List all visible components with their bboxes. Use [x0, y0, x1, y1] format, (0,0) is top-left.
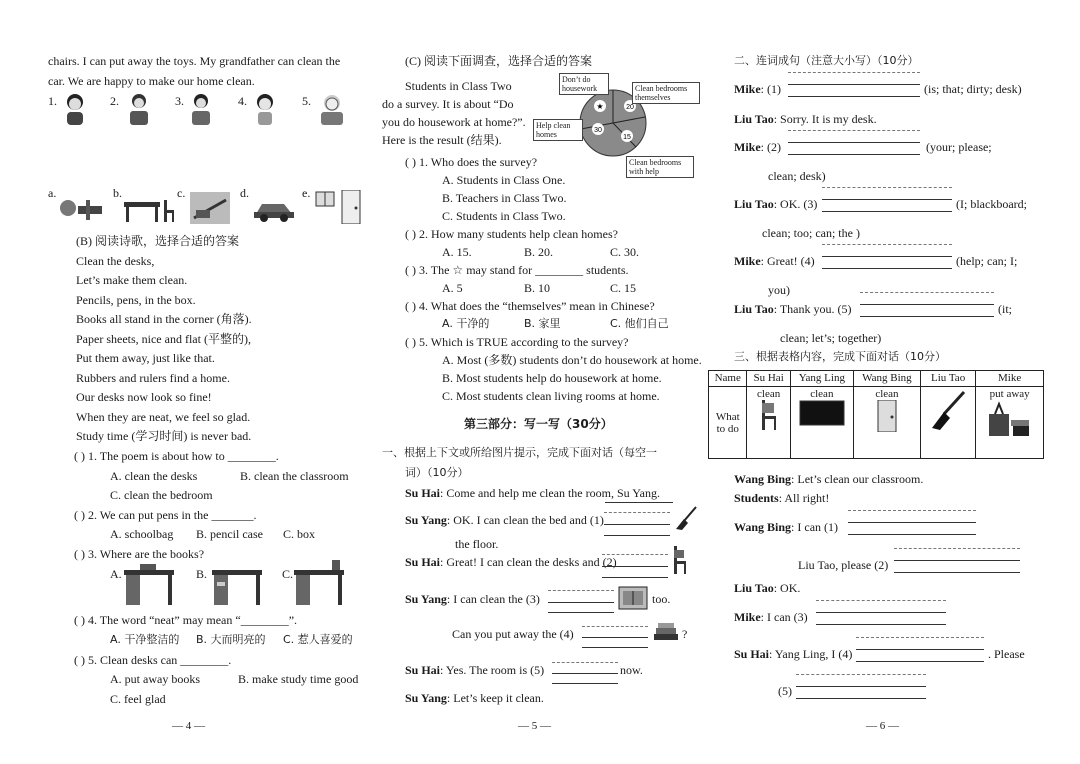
q4-option-a: A. 干净整洁的 — [110, 633, 180, 646]
c-q4-option-b: B. 家里 — [524, 317, 561, 330]
dialog-blank-5b[interactable] — [796, 686, 926, 687]
word-hint-1: (is; that; dirty; desk) — [924, 82, 1022, 96]
word-hint-2: (your; please; — [926, 140, 992, 154]
desk-books-inside-icon — [210, 562, 264, 606]
boy-2-icon — [188, 92, 214, 126]
question-3: ( ) 3. Where are the books? — [74, 547, 205, 561]
word-hint-3-cont: clean; too; can; the ) — [762, 226, 860, 240]
c-q4-option-c: C. 他们自己 — [610, 317, 669, 330]
sentence-blank-3b[interactable] — [822, 199, 952, 200]
dialog-blank-2a[interactable] — [894, 548, 1020, 549]
now-word: now. — [620, 663, 643, 677]
dialog-line: : Great! I can clean the desks and (2) — [440, 555, 617, 569]
answer-blank-2c[interactable] — [602, 577, 668, 578]
dialog-blank-5c[interactable] — [796, 698, 926, 699]
dialog-blank-4c[interactable] — [856, 661, 984, 662]
survey-line-4: Here is the result (结果). — [382, 133, 502, 147]
c-q3-option-a: A. 5 — [442, 281, 463, 295]
c-q1-option-a: A. Students in Class One. — [442, 173, 566, 187]
woman-icon — [252, 92, 278, 126]
speaker: Su Hai — [405, 663, 441, 677]
c-question-4: ( ) 4. What does the “themselves” mean in Chinese? — [405, 299, 655, 313]
c-question-3: ( ) 3. The ☆ may stand for ________ students. — [405, 263, 629, 277]
pie-value-15: 15 — [623, 134, 631, 141]
sentence-blank-3a[interactable] — [822, 187, 952, 188]
door-icon — [876, 400, 898, 432]
table-head-cell: Su Hai — [747, 371, 790, 387]
answer-blank-4c[interactable] — [582, 647, 648, 648]
page-4 — [0, 0, 372, 764]
speaker: Su Hai — [405, 555, 441, 569]
q5-option-b: B. make study time good — [238, 672, 359, 686]
dialog-line: : Let’s keep it clean. — [446, 691, 544, 705]
object-letter-a: a. — [48, 186, 57, 200]
answer-blank-1c[interactable] — [604, 535, 670, 536]
c-q5-option-c: C. Most students clean living rooms at home. — [442, 389, 660, 403]
answer-blank-1[interactable] — [604, 512, 670, 513]
word-hint-2-cont: clean; desk) — [768, 169, 826, 183]
sentence-blank-2a[interactable] — [788, 130, 920, 131]
speaker: Su Hai — [405, 486, 441, 500]
desk-books-on-top-icon — [122, 562, 176, 606]
dialog-line: : I can (1) — [791, 520, 839, 534]
q4-option-b: B. 大而明亮的 — [196, 633, 266, 646]
person-num-5: 5. — [302, 94, 311, 108]
dialog-line: : Yang Ling, I (4) — [769, 647, 853, 661]
speaker: Su Hai — [734, 647, 770, 661]
person-num-1: 1. — [48, 94, 57, 108]
speaker: Liu Tao — [734, 112, 774, 126]
object-letter-b: b. — [113, 186, 122, 200]
object-letter-c: c. — [177, 186, 186, 200]
speaker: Liu Tao — [734, 302, 774, 316]
answer-blank-3b[interactable] — [548, 602, 614, 603]
person-num-3: 3. — [175, 94, 184, 108]
answer-blank-2b[interactable] — [602, 566, 668, 567]
pie-label-with-help: Clean bedrooms with help — [626, 156, 694, 178]
chair-icon — [758, 400, 780, 430]
speaker: Students — [734, 491, 779, 505]
word-hint-5: (it; — [998, 302, 1012, 316]
answer-blank-3c[interactable] — [548, 612, 614, 613]
too-word: too. — [652, 592, 671, 606]
please-word: . Please — [988, 647, 1025, 661]
dialog-blank-3c[interactable] — [816, 624, 946, 625]
sentence-blank-4b[interactable] — [822, 256, 952, 257]
item-prefix: : OK. (3) — [773, 197, 818, 211]
page-number: — 6 — — [866, 720, 899, 732]
sentence-blank-1b[interactable] — [788, 84, 920, 85]
row-label: What to do — [709, 387, 747, 459]
c-q3-option-b: B. 10 — [524, 281, 551, 295]
question-1: ( ) 1. The poem is about how to ________. — [74, 449, 279, 463]
sentence-blank-4c[interactable] — [822, 268, 952, 269]
sentence-blank-4a[interactable] — [822, 244, 952, 245]
c-q1-option-b: B. Teachers in Class Two. — [442, 191, 567, 205]
sentence-blank-1c[interactable] — [788, 96, 920, 97]
q1-option-b: B. clean the classroom — [240, 469, 349, 483]
q2-option-b: B. pencil case — [196, 527, 263, 541]
question-5: ( ) 5. Clean desks can ________. — [74, 653, 232, 667]
c-question-5: ( ) 5. Which is TRUE according to the survey? — [405, 335, 629, 349]
sentence-blank-2c[interactable] — [788, 154, 920, 155]
dialog-blank-1c[interactable] — [848, 534, 976, 535]
item-prefix: : Great! (4) — [760, 254, 815, 268]
dialog-blank-4a[interactable] — [856, 637, 984, 638]
dialog-blank-3a[interactable] — [816, 600, 946, 601]
table-head-cell: Yang Ling — [790, 371, 853, 387]
poem-line-8: Our desks now look so fine! — [76, 390, 212, 404]
dialog-blank-1a[interactable] — [848, 510, 976, 511]
pie-value-30: 30 — [594, 127, 602, 134]
c-q2-option-b: B. 20. — [524, 245, 554, 259]
pie-label-themselves: Clean bedrooms themselves — [632, 82, 700, 104]
window-icon — [618, 586, 648, 610]
answer-blank-3[interactable] — [548, 590, 614, 591]
speaker: Liu Tao — [734, 197, 774, 211]
section-c-title: (C) 阅读下面调查，选择合适的答案 — [405, 54, 592, 68]
question-2: ( ) 2. We can put pens in the _______. — [74, 508, 257, 522]
speaker: Liu Tao — [734, 581, 774, 595]
school-things-icon — [985, 400, 1035, 440]
underline — [605, 502, 673, 503]
poem-line-2: Let’s make them clean. — [76, 273, 188, 287]
q5-option-c: C. feel glad — [110, 692, 166, 706]
window-door-icon — [314, 190, 362, 224]
story-line-1: chairs. I can put away the toys. My grandfather can clean the — [48, 54, 341, 68]
table-head-cell: Mike — [976, 371, 1044, 387]
speaker: Mike — [734, 82, 761, 96]
answer-blank-4[interactable] — [582, 626, 648, 627]
q5-option-a: A. put away books — [110, 672, 200, 686]
sentence-blank-5b[interactable] — [860, 304, 994, 305]
object-letter-e: e. — [302, 186, 311, 200]
word-hint-3: (I; blackboard; — [956, 197, 1027, 211]
dialog-line: : Sorry. It is my desk. — [773, 112, 877, 126]
table-head-cell: Wang Bing — [853, 371, 920, 387]
toys-icon — [56, 196, 106, 224]
story-line-2: car. We are happy to make our home clean. — [48, 74, 255, 88]
page-number: — 5 — — [518, 720, 551, 732]
part-3-title: 第三部分：写一写（30分） — [464, 417, 613, 431]
q3-option-c: C. — [282, 567, 294, 581]
dialog-line: : I can (3) — [760, 610, 808, 624]
pie-label-dont: Don’t do housework — [559, 73, 609, 95]
speaker: Mike — [734, 140, 761, 154]
poem-line-10: Study time (学习时间) is never bad. — [76, 429, 252, 443]
dialog-line: : Yes. The room is (5) — [440, 663, 545, 677]
table-head-cell: Name — [709, 371, 747, 387]
broom-icon — [928, 388, 968, 432]
page-number: — 4 — — [172, 720, 205, 732]
pie-label-help-clean: Help clean homes — [533, 119, 583, 141]
q3-option-b: B. — [196, 567, 208, 581]
poem-line-9: When they are neat, we feel so glad. — [76, 410, 251, 424]
q2-option-a: A. schoolbag — [110, 527, 174, 541]
task-cell-su-hai: clean — [747, 387, 790, 459]
bedroom-mess-icon — [190, 192, 230, 224]
chair-icon — [672, 546, 688, 574]
c-q2-option-c: C. 30. — [610, 245, 640, 259]
section-1-title-a: 一、根据上下文或所给图片提示，完成下面对话（每空一 — [382, 446, 657, 459]
c-q3-option-c: C. 15 — [610, 281, 637, 295]
word-hint-5-cont: clean; let’s; together) — [780, 331, 882, 345]
section-b-title: (B) 阅读诗歌，选择合适的答案 — [76, 234, 239, 248]
answer-blank-1b[interactable] — [604, 524, 670, 525]
books-icon — [652, 622, 680, 644]
poem-line-6: Put them away, just like that. — [76, 351, 215, 365]
task-table — [708, 370, 1044, 459]
sentence-blank-3c[interactable] — [822, 211, 952, 212]
section-1-title-b: 词）（10分） — [405, 466, 469, 479]
q3-option-a: A. — [110, 567, 122, 581]
dialog-blank-2b[interactable] — [894, 560, 1020, 561]
sentence-blank-2b[interactable] — [788, 142, 920, 143]
section-2-title: 二、连词成句（注意大小写）（10分） — [734, 54, 919, 67]
page-5 — [372, 0, 726, 764]
dialog-line: : I can clean the (3) — [446, 592, 540, 606]
section-3-title: 三、根据表格内容，完成下面对话（10分） — [734, 350, 946, 363]
question-mark: ? — [682, 627, 688, 641]
dialog-blank-2c[interactable] — [894, 572, 1020, 573]
item-prefix: : Thank you. (5) — [773, 302, 852, 316]
item-prefix: : (2) — [760, 140, 781, 154]
speaker: Wang Bing — [734, 520, 792, 534]
dialog-line: : OK. I can clean the bed and (1) — [446, 513, 604, 527]
dialog-line: : All right! — [778, 491, 830, 505]
survey-line-2: do a survey. It is about “Do — [382, 97, 514, 111]
dialog-blank-4b[interactable] — [856, 649, 984, 650]
speaker: Su Yang — [405, 592, 447, 606]
boy-icon — [126, 92, 152, 126]
q4-option-c: C. 惹人喜爱的 — [283, 633, 353, 646]
question-4: ( ) 4. The word “neat” may mean “________”. — [74, 613, 298, 627]
dialog-blank-3b[interactable] — [816, 612, 946, 613]
poem-line-4: Books all stand in the corner (角落). — [76, 312, 252, 326]
speaker: Mike — [734, 610, 761, 624]
c-q5-option-b: B. Most students help do housework at home. — [442, 371, 662, 385]
q1-option-c: C. clean the bedroom — [110, 488, 213, 502]
poem-line-7: Rubbers and rulers find a home. — [76, 371, 230, 385]
q2-option-c: C. box — [283, 527, 316, 541]
speaker: Su Yang — [405, 513, 447, 527]
person-num-4: 4. — [238, 94, 247, 108]
car-icon — [252, 198, 296, 222]
survey-line-1: Students in Class Two — [405, 79, 512, 93]
page-6 — [714, 0, 1080, 764]
table-head-cell: Liu Tao — [920, 371, 975, 387]
c-q5-option-a: A. Most (多数) students don’t do housework at home. — [442, 353, 702, 367]
survey-line-3: you do housework at home?”. — [382, 115, 526, 129]
item-prefix: : (1) — [760, 82, 781, 96]
pie-value-20: 20 — [626, 104, 634, 111]
task-cell-liu-tao — [920, 387, 975, 459]
dialog-line: : Let’s clean our classroom. — [791, 472, 924, 486]
dialog-blank-5a[interactable] — [796, 674, 926, 675]
desk-chair-icon — [122, 194, 176, 224]
answer-blank-5c[interactable] — [552, 683, 618, 684]
girl-icon — [62, 92, 88, 126]
c-q4-option-a: A. 干净的 — [442, 317, 490, 330]
sentence-blank-1a[interactable] — [788, 72, 920, 73]
c-q2-option-a: A. 15. — [442, 245, 472, 259]
answer-blank-5[interactable] — [552, 662, 618, 663]
broom-icon — [674, 505, 698, 531]
desk-books-corner-icon — [292, 560, 346, 606]
dialog-line: (5) — [778, 684, 792, 698]
dialog-blank-1b[interactable] — [848, 522, 976, 523]
person-num-2: 2. — [110, 94, 119, 108]
word-hint-4-cont: you) — [768, 283, 790, 297]
dialog-line: : Come and help me clean the room, Su Yang. — [440, 486, 660, 500]
speaker: Mike — [734, 254, 761, 268]
sentence-blank-5c[interactable] — [860, 316, 994, 317]
dialog-line: Can you put away the (4) — [452, 627, 574, 641]
dialog-line: : OK. — [773, 581, 801, 595]
object-letter-d: d. — [240, 186, 249, 200]
speaker: Wang Bing — [734, 472, 792, 486]
c-q1-option-c: C. Students in Class Two. — [442, 209, 566, 223]
word-hint-4: (help; can; I; — [956, 254, 1018, 268]
q1-option-a: A. clean the desks — [110, 469, 198, 483]
answer-blank-2[interactable] — [602, 554, 668, 555]
blackboard-icon — [799, 400, 845, 426]
sentence-blank-5a[interactable] — [860, 292, 994, 293]
poem-line-3: Pencils, pens, in the box. — [76, 293, 196, 307]
speaker: Su Yang — [405, 691, 447, 705]
task-cell-mike: put away — [976, 387, 1044, 459]
dialog-line: Liu Tao, please (2) — [798, 558, 889, 572]
poem-line-5: Paper sheets, nice and flat (平整的), — [76, 332, 251, 346]
task-cell-wang-bing: clean — [853, 387, 920, 459]
answer-blank-5b[interactable] — [552, 673, 618, 674]
answer-blank-4b[interactable] — [582, 637, 648, 638]
dialog-line: the floor. — [455, 537, 499, 551]
grandfather-icon — [316, 92, 348, 126]
c-question-2: ( ) 2. How many students help clean homes? — [405, 227, 618, 241]
poem-line-1: Clean the desks, — [76, 254, 155, 268]
task-cell-yang-ling: clean — [790, 387, 853, 459]
c-question-1: ( ) 1. Who does the survey? — [405, 155, 538, 169]
pie-value-star: ★ — [596, 102, 604, 111]
